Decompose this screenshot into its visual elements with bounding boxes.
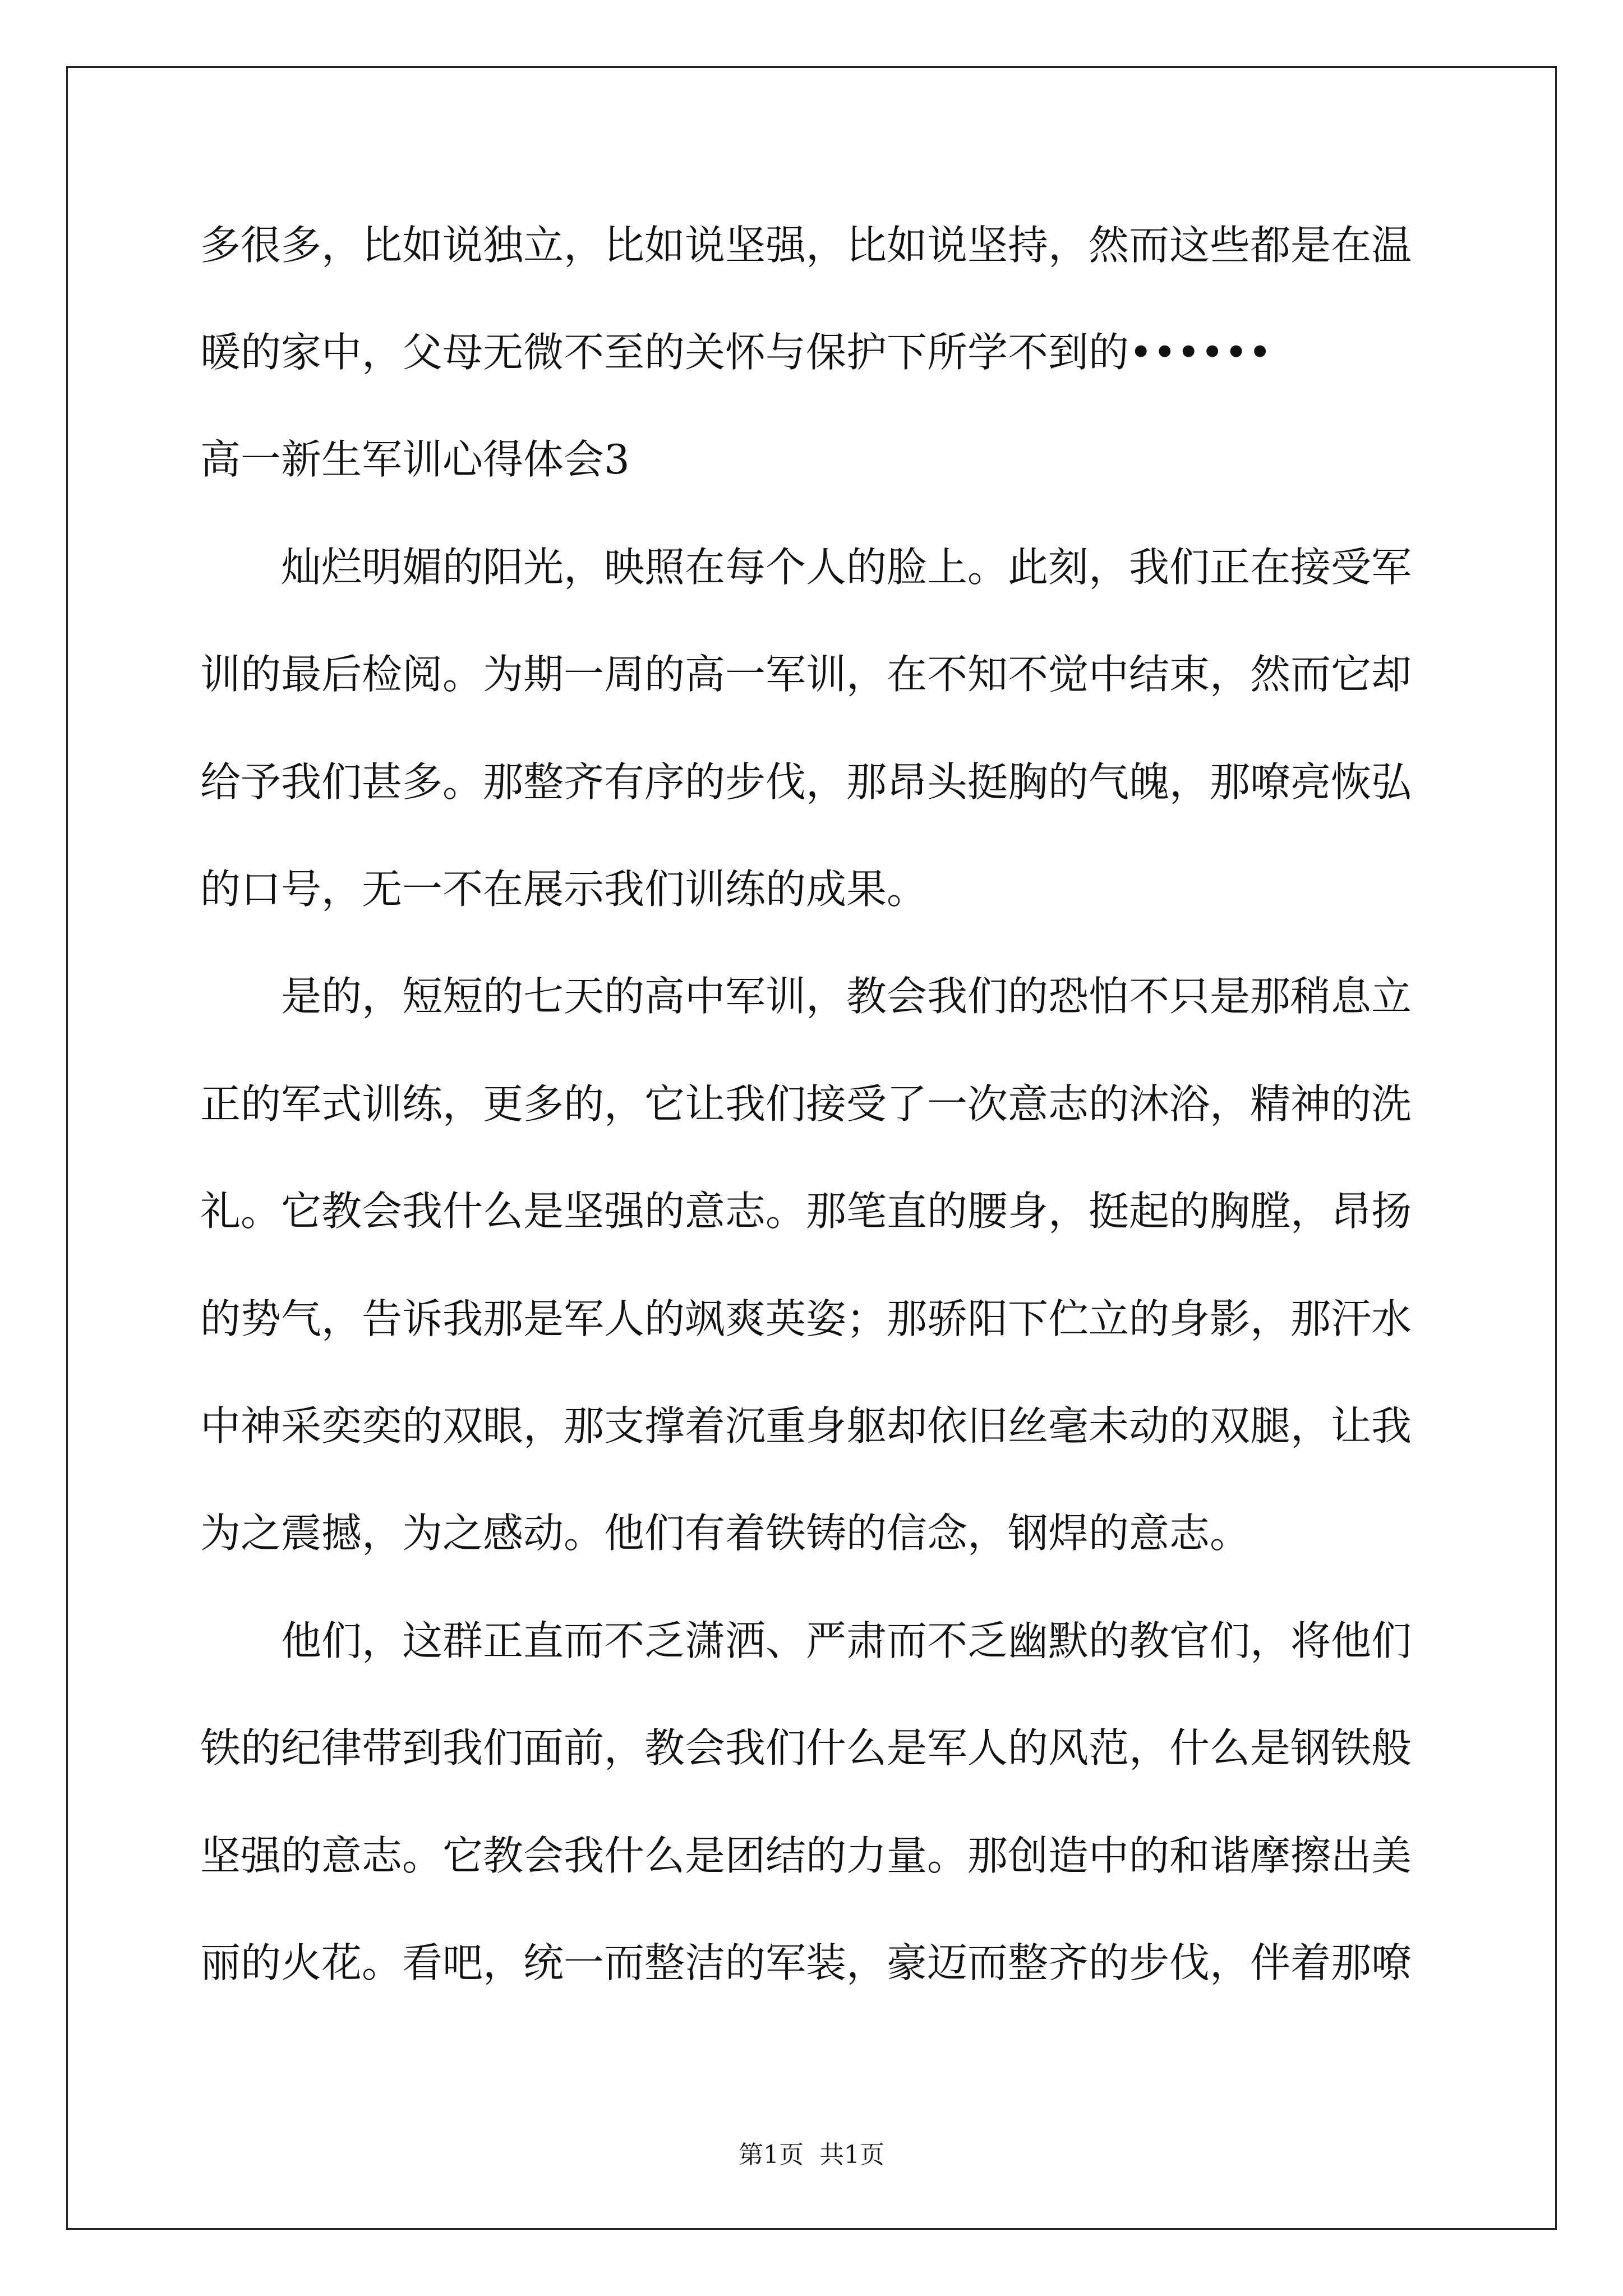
paragraph-first-line: 灿烂明媚的阳光，映照在每个人的脸上。此刻，我们正在接受军 [281, 544, 1412, 591]
page-number: 第1页 [739, 2141, 804, 2169]
body-line: 为之震撼，为之感动。他们有着铁铸的信念，钢焊的意志。 [200, 1510, 1251, 1557]
paragraph-first-line: 是的，短短的七天的高中军训，教会我们的恐怕不只是那稍息立 [281, 973, 1412, 1020]
body-line: 的口号，无一不在展示我们训练的成果。 [200, 866, 928, 913]
body-line: 训的最后检阅。为期一周的高一军训，在不知不觉中结束，然而它却 [200, 651, 1412, 698]
body-line: 中神采奕奕的双眼，那支撑着沉重身躯却依旧丝毫未动的双腿，让我 [200, 1402, 1412, 1450]
body-line: 的势气，告诉我那是军人的飒爽英姿；那骄阳下伫立的身影，那汗水 [200, 1295, 1412, 1342]
paragraph-first-line: 他们，这群正直而不乏潇洒、严肃而不乏幽默的教官们，将他们 [281, 1617, 1412, 1664]
body-line: 多很多，比如说独立，比如说坚强，比如说坚持，然而这些都是在温 [200, 222, 1412, 269]
section-heading: 高一新生军训心得体会3 [200, 436, 630, 483]
body-line: 正的军式训练，更多的，它让我们接受了一次意志的沐浴，精神的洗 [200, 1080, 1412, 1128]
body-line: 铁的纪律带到我们面前，教会我们什么是军人的风范，什么是钢铁般 [200, 1724, 1412, 1772]
page-total: 共1页 [819, 2141, 884, 2169]
body-line: 给予我们甚多。那整齐有序的步伐，那昂头挺胸的气魄，那嘹亮恢弘 [200, 758, 1412, 806]
body-line: 坚强的意志。它教会我什么是团结的力量。那创造中的和谐摩擦出美 [200, 1832, 1412, 1879]
page-footer [0, 2138, 1623, 2172]
body-line: 礼。它教会我什么是坚强的意志。那笔直的腰身，挺起的胸膛，昂扬 [200, 1188, 1412, 1235]
page-border [66, 66, 1557, 2230]
body-line: 丽的火花。看吧，统一而整洁的军装，豪迈而整齐的步伐，伴着那嘹 [200, 1939, 1412, 1986]
body-line: 暖的家中，父母无微不至的关怀与保护下所学不到的•••••• [200, 329, 1272, 376]
